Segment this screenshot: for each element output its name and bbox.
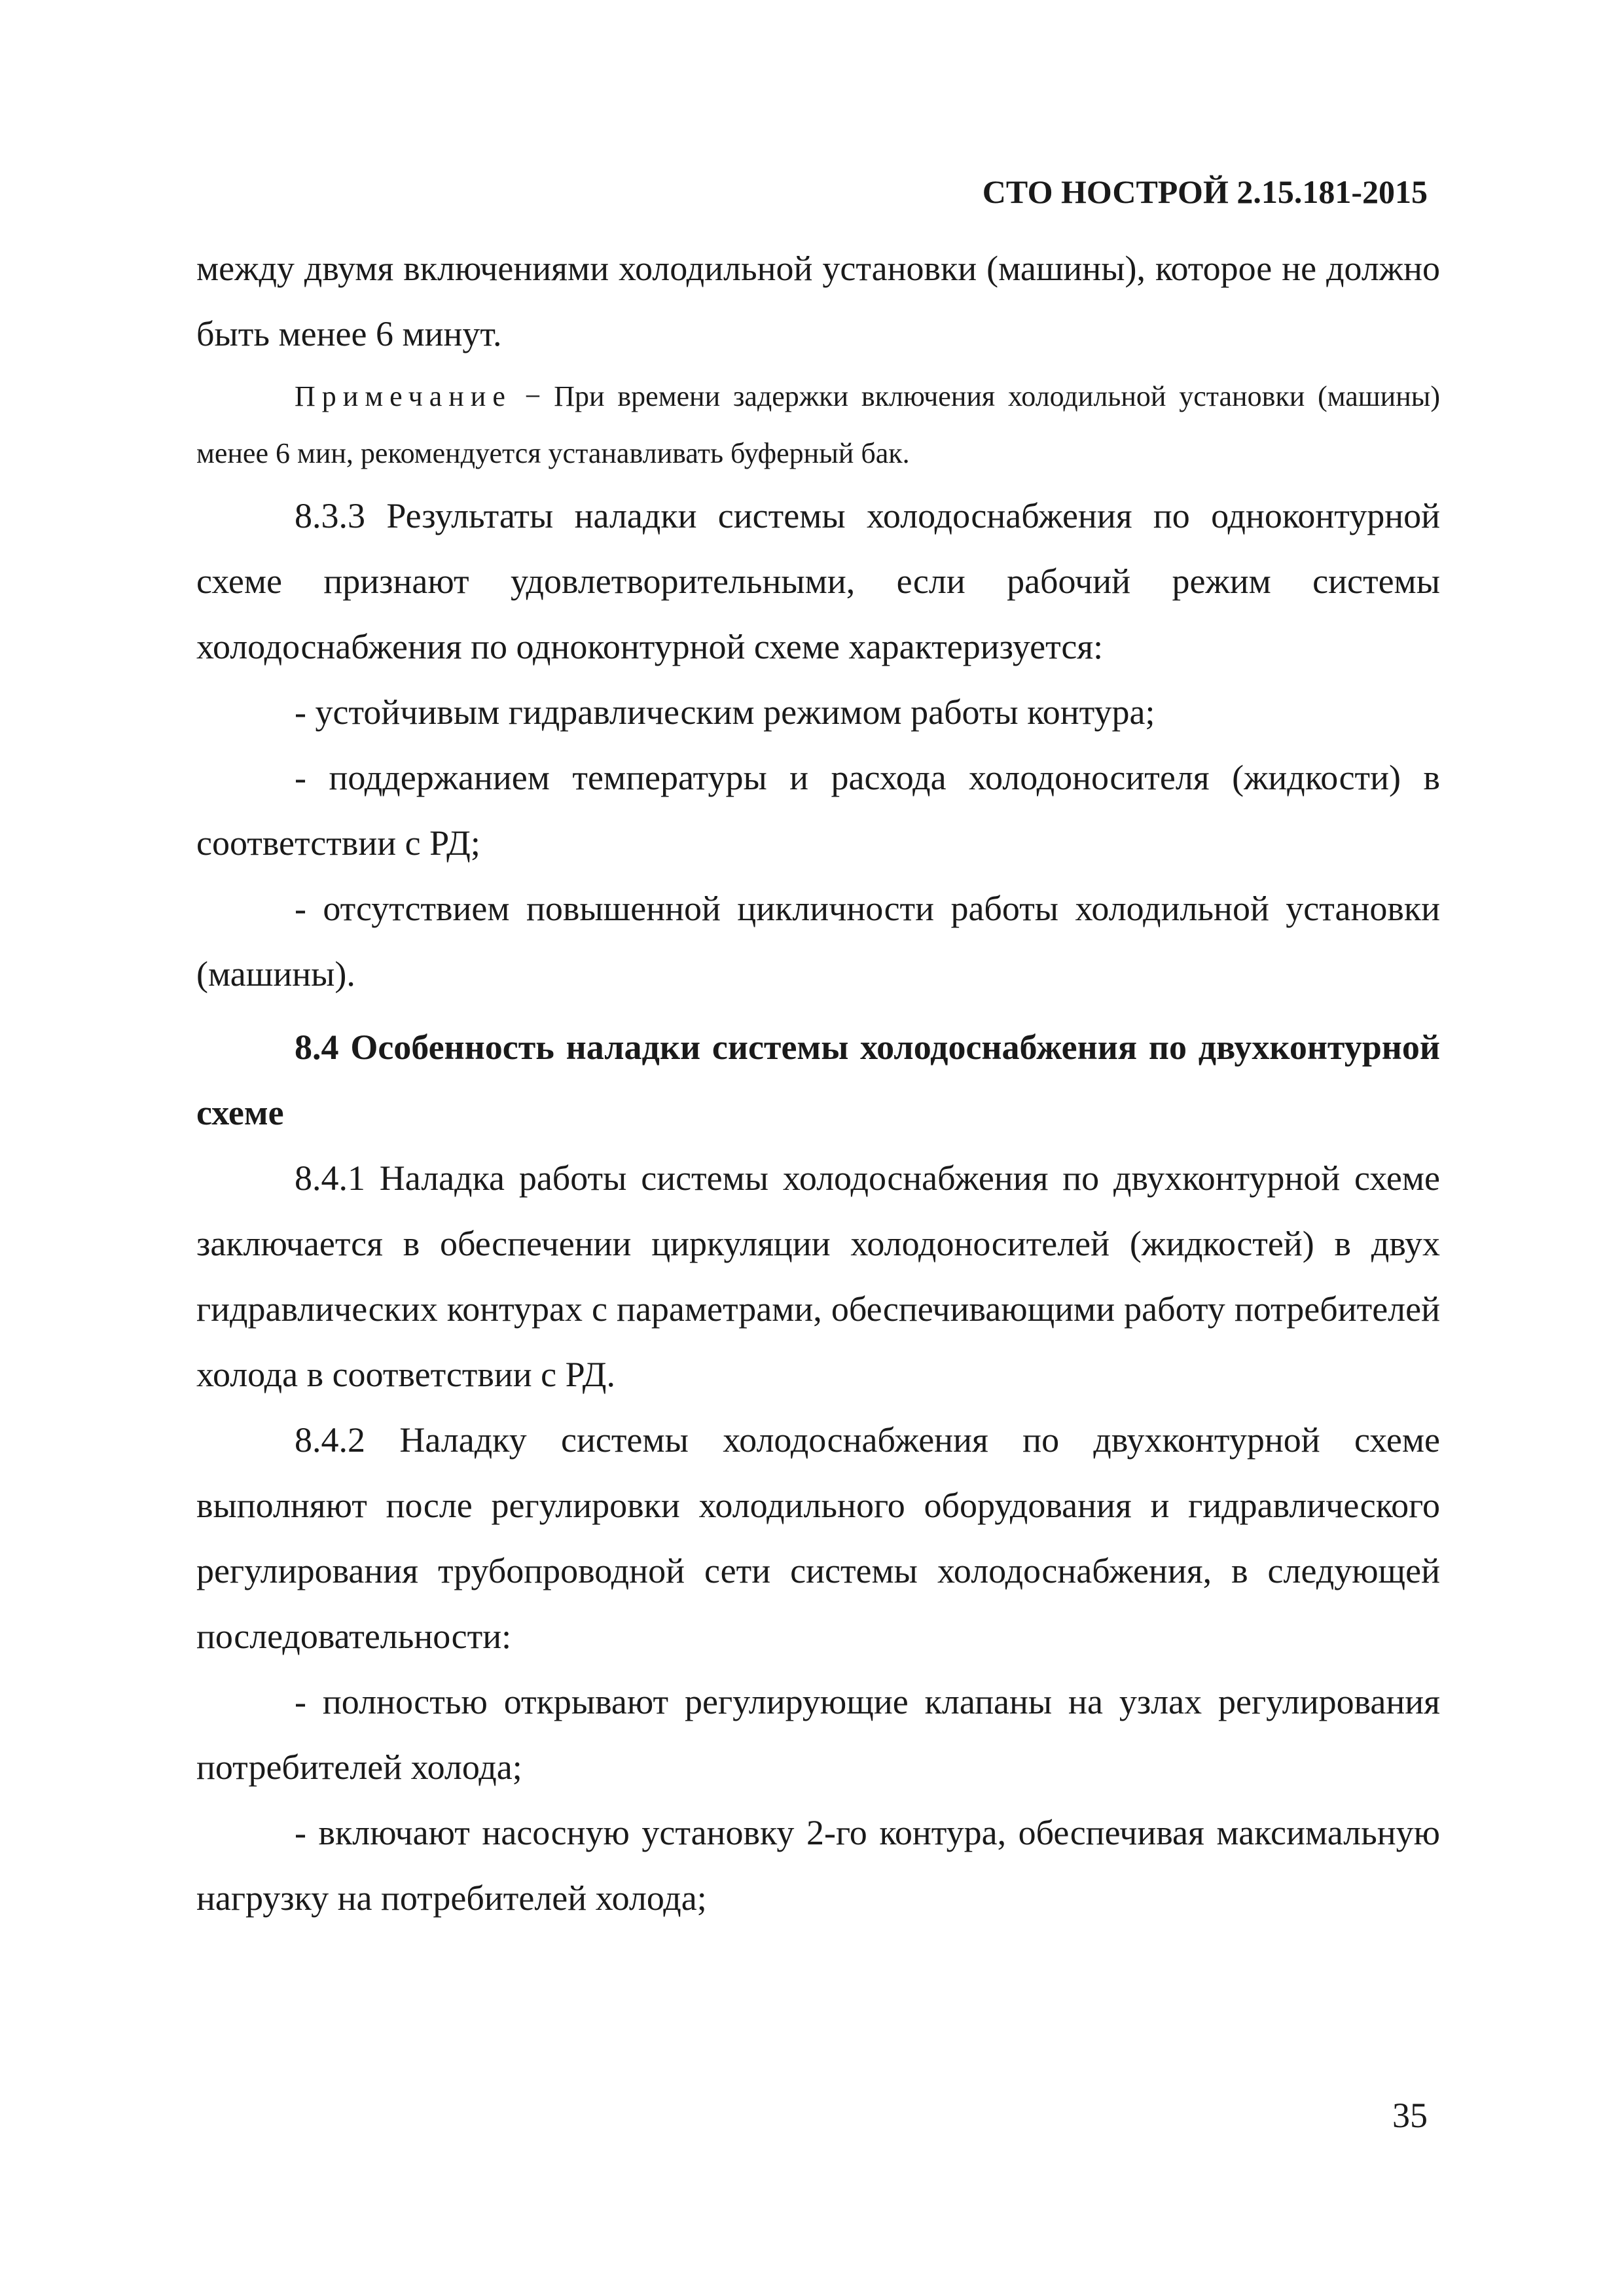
document-code-header: СТО НОСТРОЙ 2.15.181-2015 (982, 173, 1428, 210)
paragraph-continuation: между двумя включениями холодильной установки (машины), которое не должно быть менее 6 минут. (196, 249, 1440, 353)
list-item: - поддержанием температуры и расхода холодоносителя (жидкости) в соответствии с РД; (196, 758, 1440, 863)
list-item: - отсутствием повышенной цикличности работы холодильной установки (машины). (196, 889, 1440, 994)
section-heading-8-4: 8.4 Особенность наладки системы холодоснабжения по двухконтурной схеме (196, 1028, 1440, 1132)
paragraph-8-4-1: 8.4.1 Наладка работы системы холодоснабжения по двухконтурной схеме заключается в обеспечении циркуляции холодоносителей (жидкостей) в двух гидравлических контурах с параметрами, обеспечивающими работу потребителей холода в соответствии с РД. (196, 1158, 1440, 1394)
list-item: - включают насосную установку 2-го контура, обеспечивая максимальную нагрузку на потребителей холода; (196, 1813, 1440, 1918)
note-text: − При времени задержки включения холодильной установки (машины) менее 6 мин, рекомендуется устанавливать буферный бак. (196, 380, 1440, 469)
paragraph-8-3-3: 8.3.3 Результаты наладки системы холодоснабжения по одноконтурной схеме признают удовлетворительными, если рабочий режим системы холодоснабжения по одноконтурной схеме характеризуется: (196, 496, 1440, 666)
paragraph-8-4-2: 8.4.2 Наладку системы холодоснабжения по двухконтурной схеме выполняют после регулировки холодильного оборудования и гидравлического регулирования трубопроводной сети системы холодоснабжения, в следующей последовательности: (196, 1420, 1440, 1656)
note-label: Примечание (295, 380, 512, 412)
page-body (196, 236, 1440, 1931)
list-item: - устойчивым гидравлическим режимом работы контура; (295, 692, 1155, 732)
note (196, 368, 1440, 482)
list-item: - полностью открывают регулирующие клапаны на узлах регулирования потребителей холода; (196, 1682, 1440, 1787)
page-number: 35 (1392, 2096, 1428, 2135)
